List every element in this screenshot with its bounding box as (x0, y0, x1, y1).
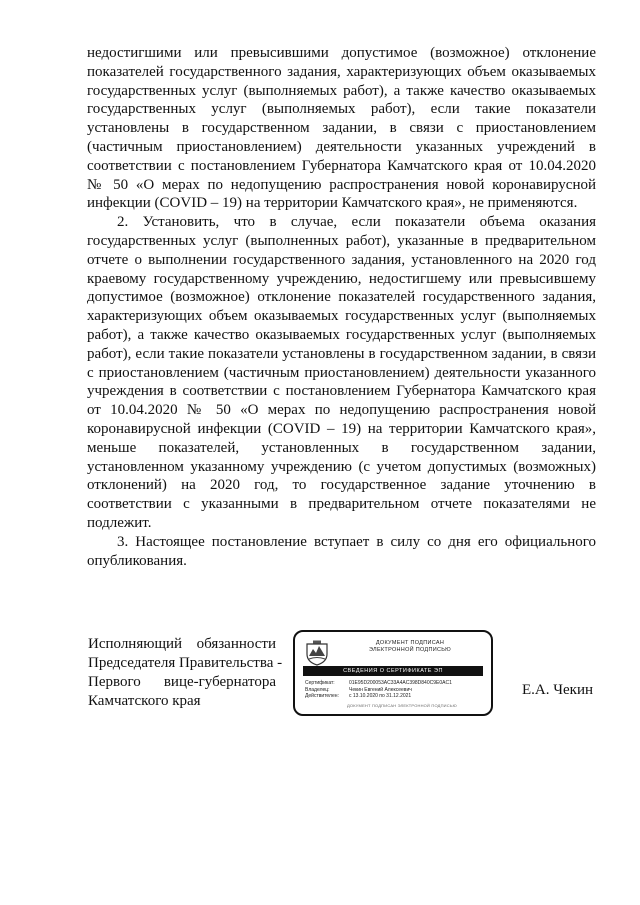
kamchatka-coat-of-arms-icon (305, 640, 329, 666)
signer-name: Е.А. Чекин (522, 682, 593, 698)
signer-position-line: Первого вице-губернатора (88, 674, 276, 690)
stamp-value: 01E95D200053AC33A4AC398D840C9E0AC1 (349, 680, 452, 686)
stamp-label: Сертификат: (305, 680, 335, 686)
paragraph-3: 3. Настоящее постановление вступает в силу со дня его официального опубликования. (87, 533, 596, 569)
signer-position-line: Председателя Правительства - (88, 655, 283, 671)
stamp-label: Владелец: (305, 686, 330, 693)
stamp-details (305, 680, 487, 700)
signer-position (88, 635, 283, 711)
stamp-title (335, 640, 485, 654)
stamp-title-line: ДОКУМЕНТ ПОДПИСАН (375, 640, 445, 646)
paragraph-2: 2. Установить, что в случае, если показатели объема оказания государственных услуг (выполненных работ), указанные в предварительном отчете о выполнении государственного задания, установленного на 2020 год краевому государственному учреждению, недостигшему или превысившему допустимое (возможное) отклонение показателей государственного задания, характеризующих объем оказываемых государственных услуг (выполняемых работ), а также качество оказываемых государственных услуг (выполняемых работ), если такие показатели установлены в государственном задании, в связи с приостановлением (частичным приостановлением) деятельности указанного учреждения в соответствии с постановлением Губернатора Камчатского края от 10.04.2020 № 50 «О мерах по недопущению распространения новой коронавирусной инфекции (COVID – 19) на территории Камчатского края», меньше показателей, установленных в государственном задании, установленном указанному учреждению (с учетом допустимых (возможных) отклонений) на 2020 год, то государственное задание уточнению в соответствии с указанными в предварительном отчете показателями не подлежит. (87, 214, 596, 531)
signer-position-line: Камчатского края (88, 693, 201, 709)
stamp-label: Действителен: (305, 693, 339, 700)
stamp-value: Чекин Евгений Алексеевич (349, 686, 412, 693)
electronic-signature-stamp (293, 630, 493, 716)
signer-position-line: Исполняющий обязанности (88, 636, 276, 652)
document-body (87, 44, 596, 570)
stamp-title-line: ЭЛЕКТРОННОЙ ПОДПИСЬЮ (368, 647, 452, 653)
stamp-banner: СВЕДЕНИЯ О СЕРТИФИКАТЕ ЭП (303, 666, 483, 676)
stamp-row-valid (305, 693, 487, 700)
paragraph-continuation: недостигшими или превысившими допустимое (возможное) отклонение показателей государственного задания, характеризующих объем оказываемых государственных услуг (выполняемых работ), а также качество оказываемых государственных услуг (выполняемых работ), если такие показатели установлены в государственном задании, в связи с приостановлением (частичным приостановлением) деятельности указанных учреждений в соответствии с постановлением Губернатора Камчатского края от 10.04.2020 № 50 «О мерах по недопущению распространения новой коронавирусной инфекции (COVID – 19) на территории Камчатского края», не применяются. (87, 45, 596, 212)
stamp-value: с 13.10.2020 по 31.12.2021 (349, 693, 412, 700)
stamp-row-certificate (305, 680, 487, 687)
stamp-footer: ДОКУМЕНТ ПОДПИСАН ЭЛЕКТРОННОЙ ПОДПИСЬЮ (347, 703, 457, 708)
